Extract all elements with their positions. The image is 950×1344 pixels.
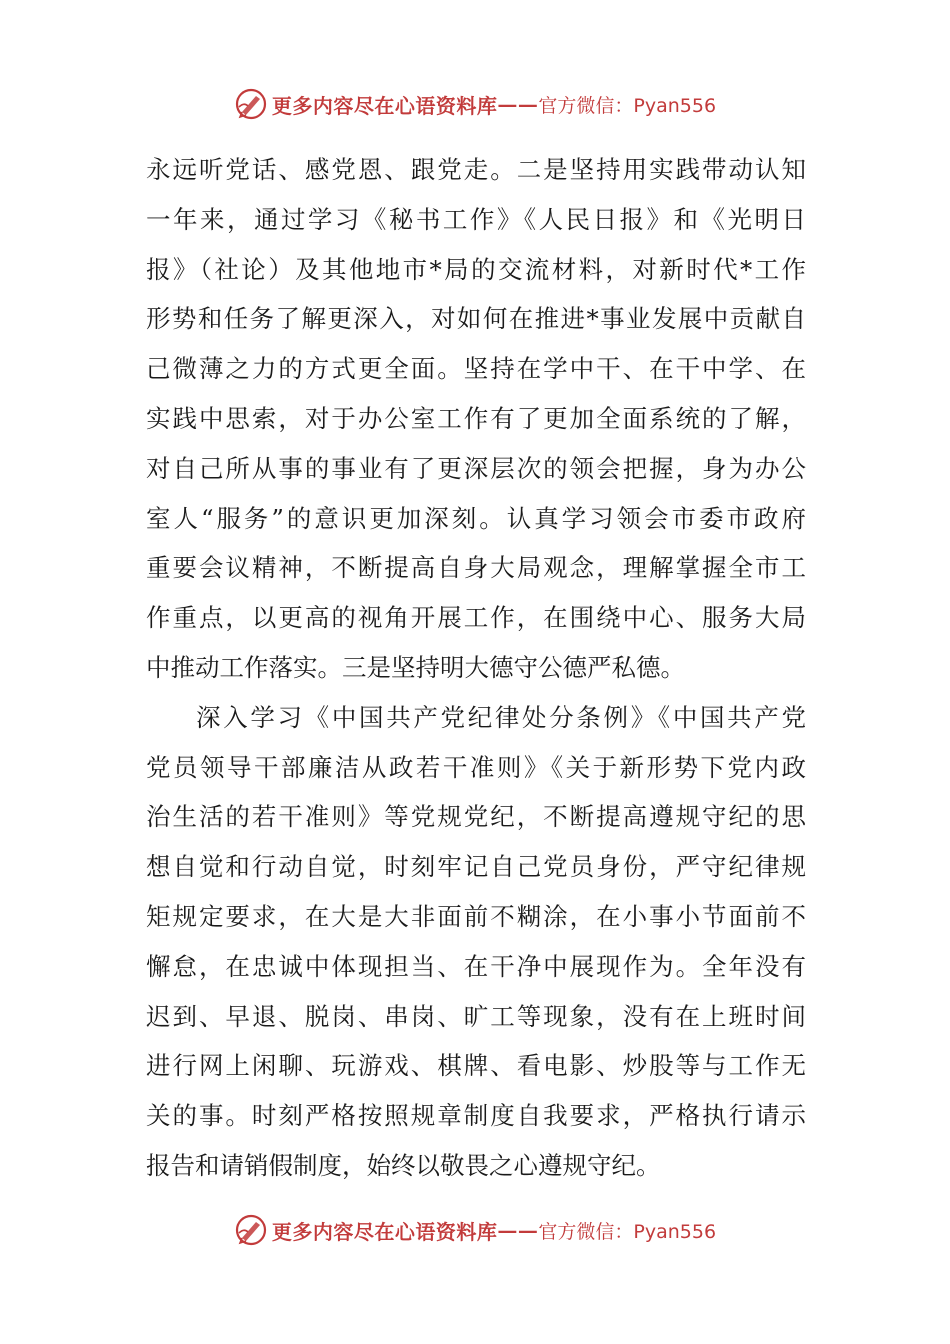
text-line: 己微薄之力的方式更全面。坚持在学中干、在干中学、在 — [146, 354, 806, 384]
text-line: 重要会议精神，不断提高自身大局观念，理解掌握全市工 — [146, 553, 806, 583]
text-line: 实践中思索，对于办公室工作有了更加全面系统的了解， — [146, 403, 806, 433]
text-line: 进行网上闲聊、玩游戏、棋牌、看电影、炒股等与工作无 — [146, 1051, 806, 1081]
banner-main-text: 更多内容尽在心语资料库 — [271, 1219, 498, 1244]
footer-watermark-banner — [0, 1210, 950, 1250]
text-line: 形势和任务了解更深入，对如何在推进*事业发展中贡献自 — [146, 304, 806, 334]
text-line: 室人“服务”的意识更加深刻。认真学习领会市委市政府 — [146, 503, 806, 533]
text-line: 治生活的若干准则》等党规党纪，不断提高遵规守纪的思 — [146, 802, 806, 832]
text-line: 矩规定要求，在大是大非面前不糊涂，在小事小节面前不 — [146, 901, 806, 931]
text-line: 对自己所从事的事业有了更深层次的领会把握，身为办公 — [146, 453, 806, 483]
pen-logo-icon — [234, 87, 268, 121]
paragraph-2 — [146, 693, 806, 1191]
banner-main-text: 更多内容尽在心语资料库 — [271, 93, 498, 118]
text-line: 报》（社论）及其他地市*局的交流材料，对新时代*工作 — [146, 254, 806, 284]
text-line: 永远听党话、感党恩、跟党走。二是坚持用实践带动认知 — [146, 155, 806, 184]
text-line: 作重点，以更高的视角开展工作，在围绕中心、服务大局 — [146, 603, 806, 633]
text-line: 一年来，通过学习《秘书工作》《人民日报》和《光明日 — [146, 204, 806, 234]
header-watermark-banner — [0, 84, 950, 124]
text-line: 想自觉和行动自觉，时刻牢记自己党员身份，严守纪律规 — [146, 852, 806, 882]
text-line: 关的事。时刻严格按照规章制度自我要求，严格执行请示 — [146, 1101, 806, 1131]
text-line: 报告和请销假制度，始终以敬畏之心遵规守纪。 — [146, 1150, 661, 1180]
banner-wechat-text: 官方微信：Pyan556 — [538, 1220, 717, 1243]
text-line: 中推动工作落实。三是坚持明大德守公德严私德。 — [146, 652, 685, 682]
paragraph-1 — [146, 145, 806, 693]
banner-dash: —— — [497, 92, 539, 116]
text-line: 懈怠，在忠诚中体现担当、在干净中展现作为。全年没有 — [146, 951, 806, 981]
text-line: 迟到、早退、脱岗、串岗、旷工等现象，没有在上班时间 — [146, 1001, 806, 1031]
banner-dash: —— — [497, 1218, 539, 1242]
pen-logo-icon — [234, 1213, 268, 1247]
text-line: 深入学习《中国共产党纪律处分条例》《中国共产党 — [196, 702, 806, 732]
text-line: 党员领导干部廉洁从政若干准则》《关于新形势下党内政 — [146, 752, 806, 782]
document-body — [146, 145, 806, 1191]
banner-wechat-text: 官方微信：Pyan556 — [538, 94, 717, 117]
